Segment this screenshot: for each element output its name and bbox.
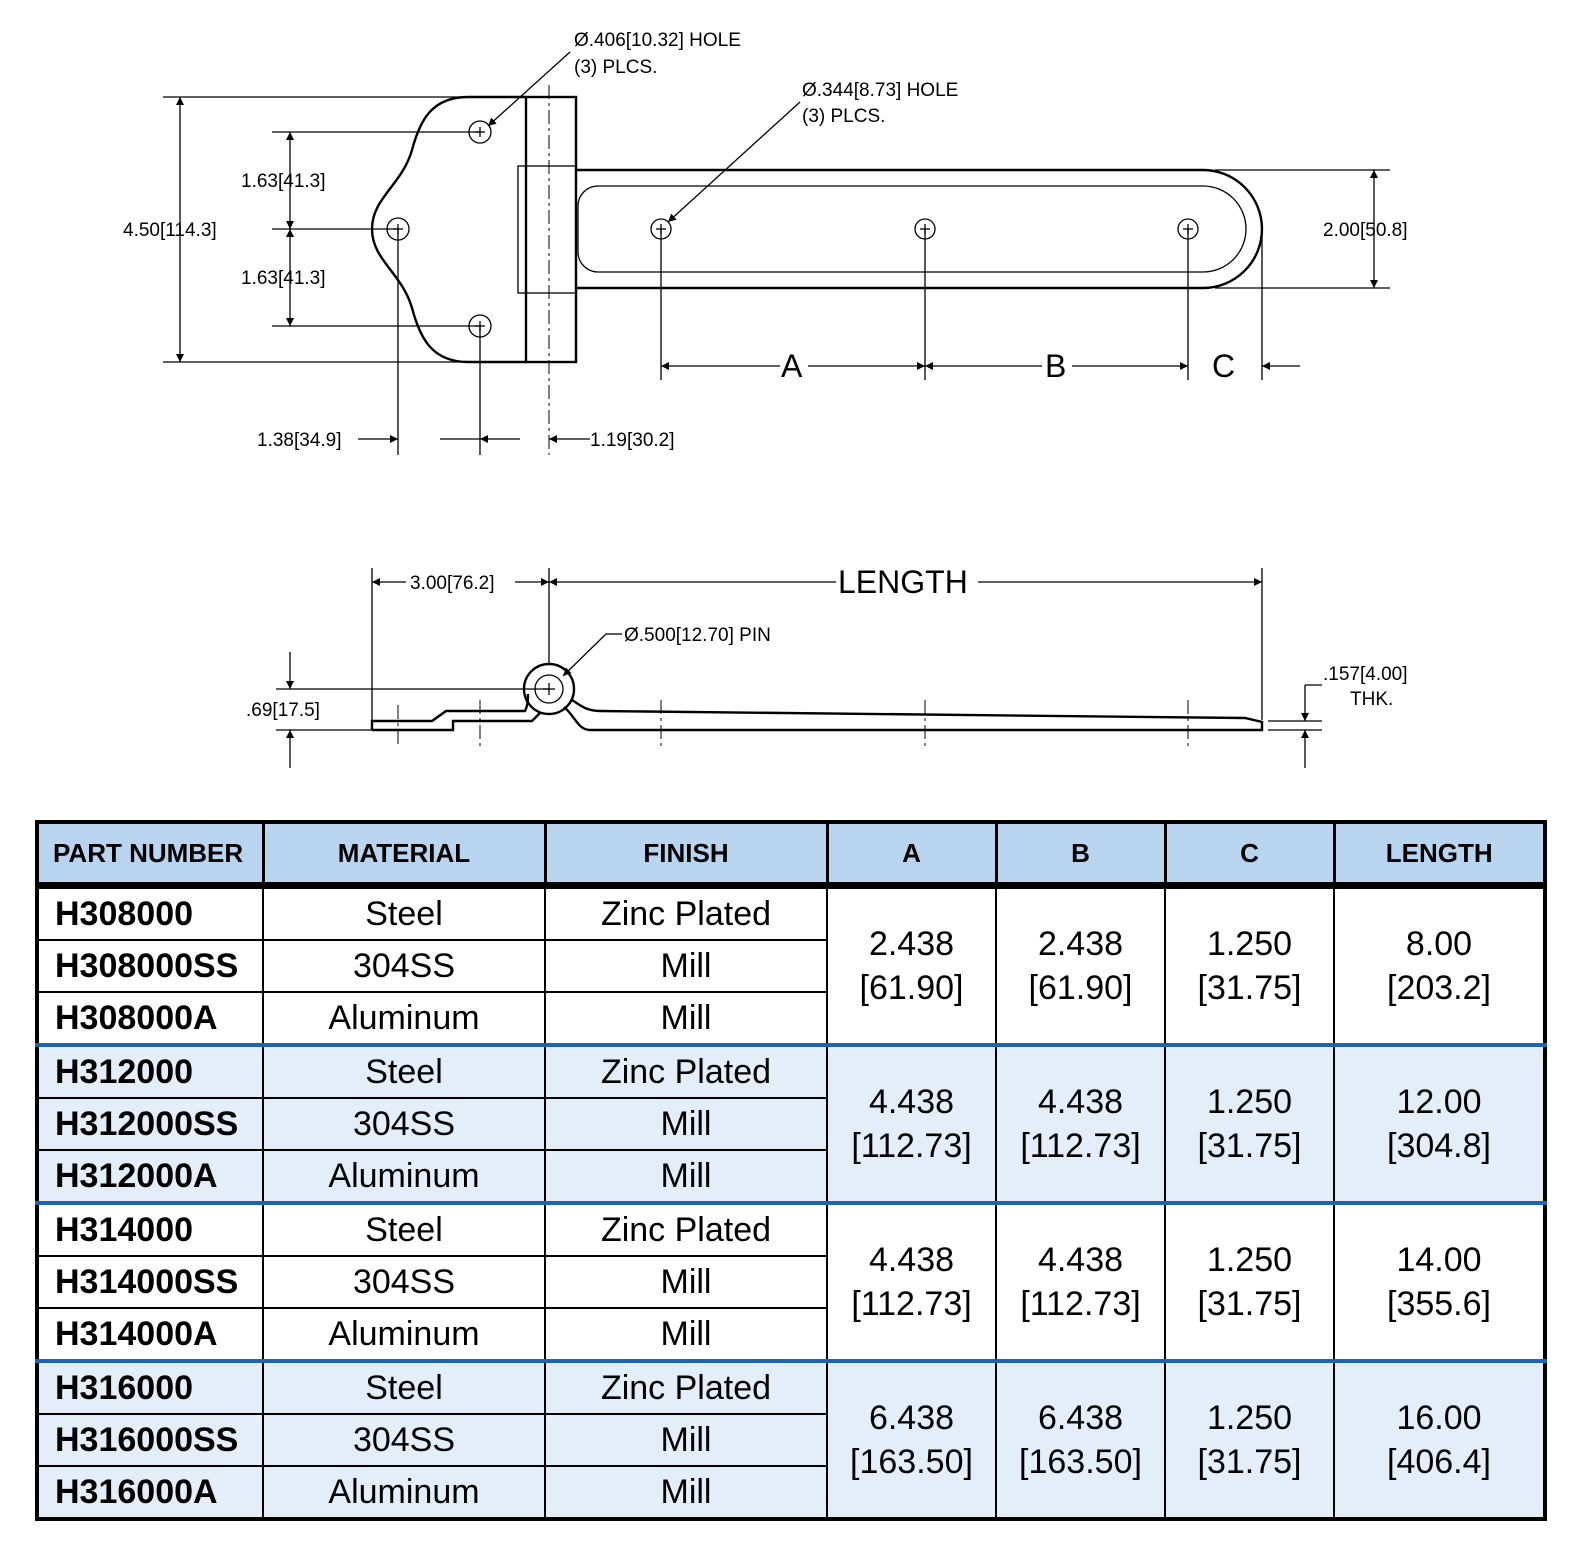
finish: Zinc Plated	[545, 886, 827, 941]
part-group	[37, 1045, 1545, 1203]
dim-c-cell: 1.250 [31.75]	[1165, 1045, 1334, 1203]
part-number: H314000	[37, 1203, 263, 1256]
finish: Mill	[545, 1414, 827, 1466]
material: 304SS	[263, 1256, 545, 1308]
callout-hole-large-qty: (3) PLCS.	[574, 57, 658, 78]
table-row	[37, 1045, 1545, 1098]
header-part-number: PART NUMBER	[37, 822, 263, 886]
side-view	[246, 564, 1408, 768]
dim-c-cell: 1.250 [31.75]	[1165, 886, 1334, 1046]
dim-offset-left: 1.38[34.9]	[257, 430, 342, 451]
finish: Zinc Plated	[545, 1203, 827, 1256]
header-material: MATERIAL	[263, 822, 545, 886]
length-cell: 8.00 [203.2]	[1334, 886, 1545, 1046]
dim-b: B	[1045, 348, 1067, 384]
finish: Zinc Plated	[545, 1361, 827, 1414]
material: Steel	[263, 1203, 545, 1256]
knuckle	[526, 97, 576, 362]
header-c: C	[1165, 822, 1334, 886]
part-number: H316000SS	[37, 1414, 263, 1466]
dim-a-cell: 4.438 [112.73]	[827, 1203, 996, 1361]
part-number: H312000SS	[37, 1098, 263, 1150]
table-header	[37, 822, 1545, 886]
strap-outline	[576, 170, 1262, 288]
finish: Zinc Plated	[545, 1045, 827, 1098]
header-a: A	[827, 822, 996, 886]
material: Aluminum	[263, 1466, 545, 1519]
part-number: H308000A	[37, 992, 263, 1045]
finish: Mill	[545, 940, 827, 992]
dim-c: C	[1212, 348, 1236, 384]
header-finish: FINISH	[545, 822, 827, 886]
material: 304SS	[263, 1098, 545, 1150]
leaf-profile	[372, 694, 540, 730]
callout-hole-large: Ø.406[10.32] HOLE	[574, 30, 741, 51]
top-view	[123, 30, 1408, 455]
part-number: H314000SS	[37, 1256, 263, 1308]
dim-a: A	[781, 348, 803, 384]
part-group	[37, 1361, 1545, 1519]
table-row	[37, 1203, 1545, 1256]
finish: Mill	[545, 992, 827, 1045]
dim-thickness: .157[4.00]	[1323, 664, 1408, 685]
dim-b-cell: 2.438 [61.90]	[996, 886, 1165, 1046]
material: Steel	[263, 886, 545, 941]
part-group	[37, 886, 1545, 1046]
material: Steel	[263, 1045, 545, 1098]
spec-table	[35, 820, 1547, 1521]
finish: Mill	[545, 1256, 827, 1308]
dim-overall-height: 4.50[114.3]	[123, 220, 217, 241]
finish: Mill	[545, 1466, 827, 1519]
part-number: H316000A	[37, 1466, 263, 1519]
finish: Mill	[545, 1150, 827, 1203]
part-number: H312000	[37, 1045, 263, 1098]
material: Aluminum	[263, 1150, 545, 1203]
length-cell: 16.00 [406.4]	[1334, 1361, 1545, 1519]
part-number: H308000	[37, 886, 263, 941]
table-row	[37, 886, 1545, 941]
material: Steel	[263, 1361, 545, 1414]
dim-strap-width: 2.00[50.8]	[1323, 220, 1408, 241]
part-group	[37, 1203, 1545, 1361]
dim-b-cell: 4.438 [112.73]	[996, 1045, 1165, 1203]
dim-thickness-label: THK.	[1350, 689, 1394, 710]
dim-pin-height: .69[17.5]	[246, 700, 320, 721]
callout-hole-small: Ø.344[8.73] HOLE	[802, 80, 959, 101]
dim-c-cell: 1.250 [31.75]	[1165, 1203, 1334, 1361]
material: 304SS	[263, 1414, 545, 1466]
header-length: LENGTH	[1334, 822, 1545, 886]
dim-pitch-upper: 1.63[41.3]	[241, 171, 326, 192]
dim-a-cell: 2.438 [61.90]	[827, 886, 996, 1046]
dim-c-cell: 1.250 [31.75]	[1165, 1361, 1334, 1519]
finish: Mill	[545, 1098, 827, 1150]
dim-leaf-length: 3.00[76.2]	[410, 573, 495, 594]
dim-length: LENGTH	[838, 564, 968, 600]
dim-a-cell: 4.438 [112.73]	[827, 1045, 996, 1203]
callout-hole-small-qty: (3) PLCS.	[802, 106, 886, 127]
dim-b-cell: 6.438 [163.50]	[996, 1361, 1165, 1519]
strap-inner	[578, 186, 1246, 272]
dim-pitch-lower: 1.63[41.3]	[241, 268, 326, 289]
material: Aluminum	[263, 992, 545, 1045]
callout-pin: Ø.500[12.70] PIN	[624, 625, 771, 646]
dim-b-cell: 4.438 [112.73]	[996, 1203, 1165, 1361]
table-row	[37, 1361, 1545, 1414]
part-number: H316000	[37, 1361, 263, 1414]
finish: Mill	[545, 1308, 827, 1361]
length-cell: 14.00 [355.6]	[1334, 1203, 1545, 1361]
length-cell: 12.00 [304.8]	[1334, 1045, 1545, 1203]
strap-profile	[564, 700, 1262, 730]
material: 304SS	[263, 940, 545, 992]
part-number: H312000A	[37, 1150, 263, 1203]
dim-a-cell: 6.438 [163.50]	[827, 1361, 996, 1519]
header-b: B	[996, 822, 1165, 886]
part-number: H308000SS	[37, 940, 263, 992]
part-number: H314000A	[37, 1308, 263, 1361]
material: Aluminum	[263, 1308, 545, 1361]
dim-offset-right: 1.19[30.2]	[590, 430, 675, 451]
